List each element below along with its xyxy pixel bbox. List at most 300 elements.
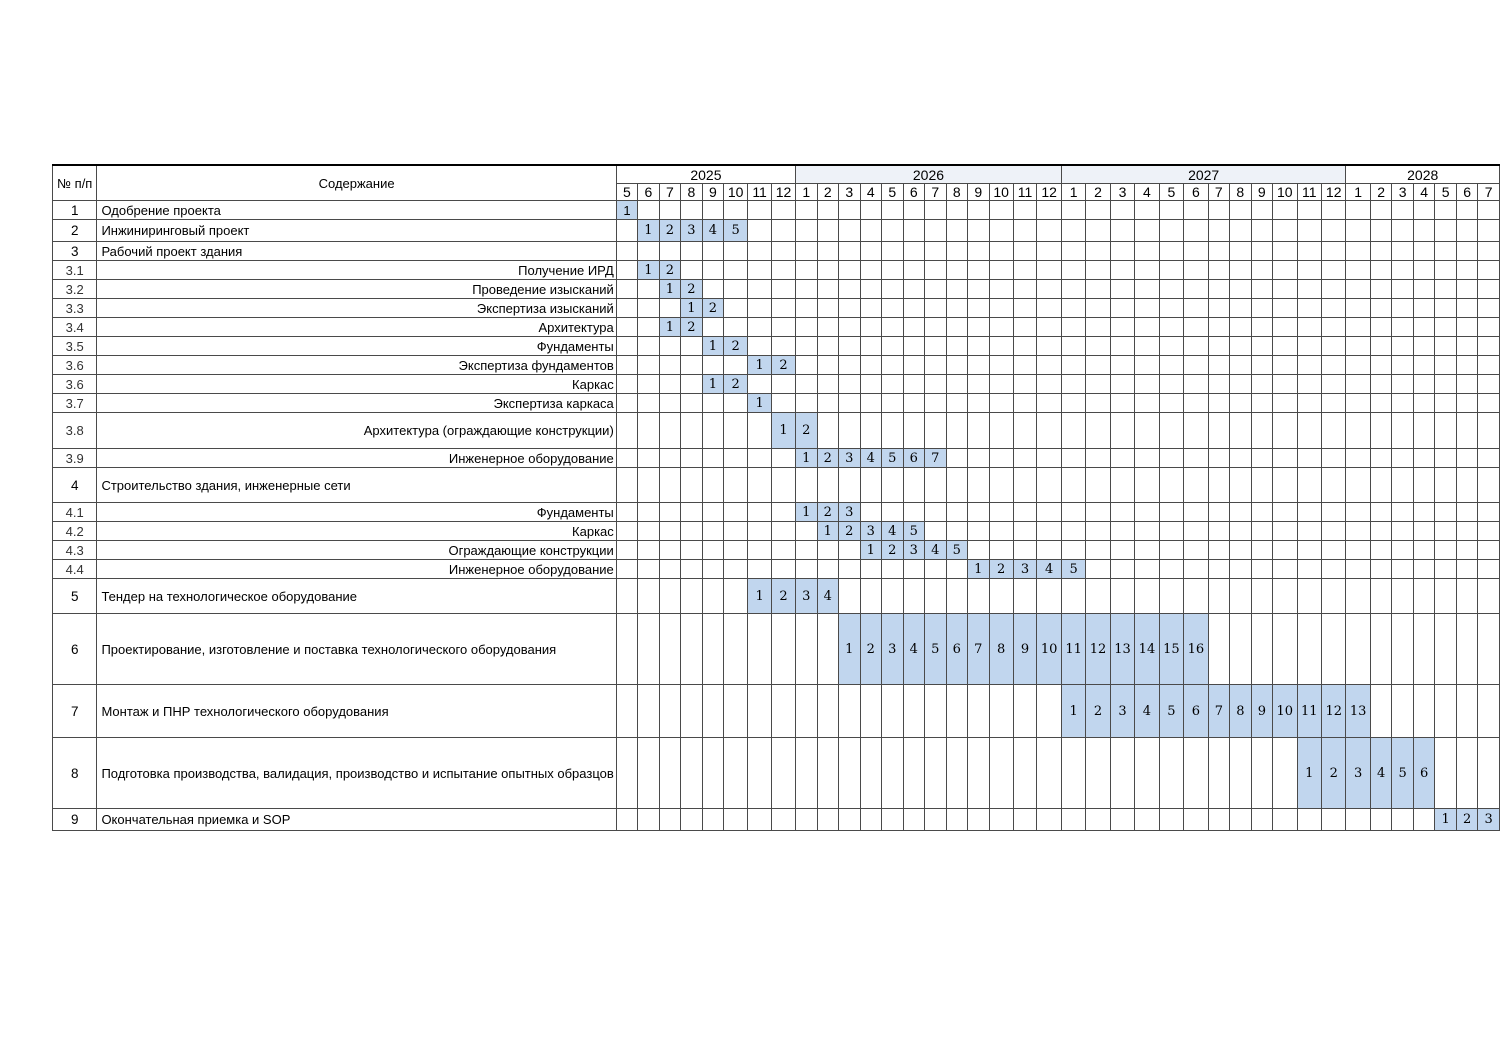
gantt-empty-cell xyxy=(1346,280,1370,299)
task-name: Проведение изысканий xyxy=(97,280,616,299)
gantt-empty-cell xyxy=(796,318,818,337)
gantt-empty-cell xyxy=(1297,579,1321,614)
gantt-empty-cell xyxy=(1370,261,1392,280)
gantt-empty-cell xyxy=(1478,449,1500,468)
task-name: Рабочий проект здания xyxy=(97,242,616,261)
gantt-empty-cell xyxy=(748,220,772,242)
gantt-empty-cell xyxy=(638,394,660,413)
gantt-empty-cell xyxy=(659,356,681,375)
gantt-empty-cell xyxy=(1037,685,1061,738)
gantt-empty-cell xyxy=(946,738,968,809)
gantt-empty-cell xyxy=(1297,394,1321,413)
gantt-empty-cell xyxy=(860,201,882,220)
gantt-bar-cell: 4 xyxy=(1135,685,1159,738)
gantt-empty-cell xyxy=(1478,579,1500,614)
gantt-empty-cell xyxy=(989,685,1013,738)
gantt-empty-cell xyxy=(946,579,968,614)
gantt-empty-cell xyxy=(925,738,947,809)
gantt-empty-cell xyxy=(1251,337,1273,356)
gantt-empty-cell xyxy=(1435,220,1457,242)
gantt-empty-cell xyxy=(1435,449,1457,468)
gantt-empty-cell xyxy=(1392,809,1414,831)
gantt-empty-cell xyxy=(1321,394,1345,413)
gantt-empty-cell xyxy=(1297,280,1321,299)
gantt-empty-cell xyxy=(817,614,839,685)
gantt-empty-cell xyxy=(968,449,990,468)
gantt-empty-cell xyxy=(1086,560,1110,579)
gantt-empty-cell xyxy=(702,201,724,220)
gantt-empty-cell xyxy=(903,261,925,280)
gantt-empty-cell xyxy=(946,685,968,738)
gantt-empty-cell xyxy=(1370,579,1392,614)
gantt-empty-cell xyxy=(1413,809,1435,831)
gantt-empty-cell xyxy=(771,503,795,522)
gantt-empty-cell xyxy=(1435,614,1457,685)
gantt-bar-cell: 2 xyxy=(724,375,748,394)
gantt-empty-cell xyxy=(659,560,681,579)
gantt-empty-cell xyxy=(1135,375,1159,394)
gantt-empty-cell xyxy=(1061,413,1085,449)
gantt-empty-cell xyxy=(1013,809,1037,831)
gantt-empty-cell xyxy=(1037,522,1061,541)
gantt-empty-cell xyxy=(860,375,882,394)
task-row xyxy=(53,738,1500,809)
month-header: 6 xyxy=(903,184,925,201)
gantt-empty-cell xyxy=(1392,541,1414,560)
gantt-empty-cell xyxy=(817,280,839,299)
gantt-bar-cell: 2 xyxy=(681,280,703,299)
gantt-empty-cell xyxy=(1184,541,1208,560)
gantt-empty-cell xyxy=(1456,394,1478,413)
gantt-empty-cell xyxy=(882,220,904,242)
gantt-empty-cell xyxy=(1321,579,1345,614)
gantt-empty-cell xyxy=(817,220,839,242)
gantt-empty-cell xyxy=(1321,280,1345,299)
task-number: 3.9 xyxy=(53,449,97,468)
gantt-empty-cell xyxy=(638,356,660,375)
gantt-bar-cell: 1 xyxy=(702,337,724,356)
gantt-empty-cell xyxy=(882,685,904,738)
gantt-empty-cell xyxy=(1392,337,1414,356)
month-header: 3 xyxy=(1392,184,1414,201)
gantt-empty-cell xyxy=(1208,738,1230,809)
gantt-empty-cell xyxy=(989,318,1013,337)
task-row xyxy=(53,809,1500,831)
gantt-bar-cell: 1 xyxy=(638,261,660,280)
gantt-empty-cell xyxy=(1086,413,1110,449)
month-header: 9 xyxy=(968,184,990,201)
gantt-empty-cell xyxy=(748,541,772,560)
gantt-empty-cell xyxy=(1321,299,1345,318)
gantt-empty-cell xyxy=(1208,560,1230,579)
gantt-empty-cell xyxy=(1135,356,1159,375)
gantt-empty-cell xyxy=(681,375,703,394)
gantt-bar-cell: 1 xyxy=(702,375,724,394)
gantt-empty-cell xyxy=(817,394,839,413)
gantt-empty-cell xyxy=(1110,220,1134,242)
gantt-empty-cell xyxy=(882,356,904,375)
gantt-empty-cell xyxy=(817,356,839,375)
gantt-empty-cell xyxy=(903,503,925,522)
gantt-empty-cell xyxy=(1413,201,1435,220)
gantt-empty-cell xyxy=(1086,299,1110,318)
gantt-empty-cell xyxy=(748,560,772,579)
gantt-empty-cell xyxy=(860,299,882,318)
gantt-empty-cell xyxy=(638,413,660,449)
gantt-empty-cell xyxy=(1370,394,1392,413)
gantt-empty-cell xyxy=(1184,318,1208,337)
gantt-bar-cell: 1 xyxy=(796,449,818,468)
gantt-empty-cell xyxy=(771,280,795,299)
gantt-empty-cell xyxy=(1478,522,1500,541)
gantt-empty-cell xyxy=(1086,201,1110,220)
gantt-bar-cell: 13 xyxy=(1346,685,1370,738)
gantt-empty-cell xyxy=(1110,242,1134,261)
gantt-empty-cell xyxy=(638,503,660,522)
gantt-empty-cell xyxy=(1435,503,1457,522)
gantt-empty-cell xyxy=(989,280,1013,299)
gantt-empty-cell xyxy=(1273,394,1297,413)
gantt-empty-cell xyxy=(1392,261,1414,280)
gantt-empty-cell xyxy=(1208,337,1230,356)
gantt-bar-cell: 1 xyxy=(748,394,772,413)
gantt-empty-cell xyxy=(1208,468,1230,503)
gantt-empty-cell xyxy=(659,375,681,394)
gantt-empty-cell xyxy=(1208,614,1230,685)
task-number: 3.1 xyxy=(53,261,97,280)
month-header: 4 xyxy=(1135,184,1159,201)
gantt-empty-cell xyxy=(1159,318,1183,337)
gantt-empty-cell xyxy=(1370,809,1392,831)
gantt-empty-cell xyxy=(681,541,703,560)
gantt-empty-cell xyxy=(925,375,947,394)
gantt-empty-cell xyxy=(1273,468,1297,503)
gantt-empty-cell xyxy=(1273,541,1297,560)
gantt-bar-cell: 2 xyxy=(796,413,818,449)
gantt-empty-cell xyxy=(1184,394,1208,413)
gantt-bar-cell: 5 xyxy=(925,614,947,685)
gantt-empty-cell xyxy=(748,522,772,541)
gantt-empty-cell xyxy=(1037,318,1061,337)
gantt-empty-cell xyxy=(1456,522,1478,541)
gantt-empty-cell xyxy=(903,201,925,220)
gantt-empty-cell xyxy=(1135,318,1159,337)
gantt-empty-cell xyxy=(1478,280,1500,299)
gantt-empty-cell xyxy=(1251,375,1273,394)
gantt-empty-cell xyxy=(1273,614,1297,685)
gantt-empty-cell xyxy=(616,541,637,560)
gantt-empty-cell xyxy=(1370,614,1392,685)
gantt-empty-cell xyxy=(771,394,795,413)
task-number: 3.6 xyxy=(53,356,97,375)
task-name: Тендер на технологическое оборудование xyxy=(97,579,616,614)
gantt-bar-cell: 6 xyxy=(1184,685,1208,738)
gantt-empty-cell xyxy=(1061,375,1085,394)
gantt-empty-cell xyxy=(839,579,861,614)
gantt-bar-cell: 3 xyxy=(1110,685,1134,738)
gantt-empty-cell xyxy=(681,503,703,522)
gantt-empty-cell xyxy=(903,337,925,356)
gantt-empty-cell xyxy=(1392,685,1414,738)
gantt-empty-cell xyxy=(796,242,818,261)
gantt-empty-cell xyxy=(1321,318,1345,337)
gantt-empty-cell xyxy=(1478,318,1500,337)
gantt-empty-cell xyxy=(1013,261,1037,280)
gantt-empty-cell xyxy=(1413,394,1435,413)
gantt-empty-cell xyxy=(882,201,904,220)
gantt-empty-cell xyxy=(1435,337,1457,356)
task-row xyxy=(53,614,1500,685)
gantt-empty-cell xyxy=(1110,449,1134,468)
gantt-empty-cell xyxy=(1061,738,1085,809)
gantt-empty-cell xyxy=(1251,503,1273,522)
gantt-empty-cell xyxy=(1013,468,1037,503)
gantt-empty-cell xyxy=(702,685,724,738)
gantt-empty-cell xyxy=(616,522,637,541)
gantt-empty-cell xyxy=(1346,201,1370,220)
gantt-empty-cell xyxy=(1435,201,1457,220)
gantt-empty-cell xyxy=(681,201,703,220)
gantt-empty-cell xyxy=(1273,242,1297,261)
gantt-empty-cell xyxy=(1013,299,1037,318)
gantt-empty-cell xyxy=(1392,413,1414,449)
gantt-empty-cell xyxy=(771,468,795,503)
gantt-empty-cell xyxy=(1135,201,1159,220)
gantt-empty-cell xyxy=(1208,280,1230,299)
task-row xyxy=(53,413,1500,449)
gantt-empty-cell xyxy=(1370,375,1392,394)
gantt-empty-cell xyxy=(724,449,748,468)
gantt-empty-cell xyxy=(860,468,882,503)
gantt-empty-cell xyxy=(968,356,990,375)
gantt-empty-cell xyxy=(616,614,637,685)
gantt-empty-cell xyxy=(616,318,637,337)
gantt-empty-cell xyxy=(1273,579,1297,614)
gantt-empty-cell xyxy=(1297,413,1321,449)
gantt-empty-cell xyxy=(1456,356,1478,375)
gantt-empty-cell xyxy=(925,503,947,522)
gantt-bar-cell: 4 xyxy=(925,541,947,560)
gantt-empty-cell xyxy=(659,579,681,614)
gantt-empty-cell xyxy=(1230,468,1252,503)
gantt-empty-cell xyxy=(1435,468,1457,503)
task-row xyxy=(53,503,1500,522)
gantt-empty-cell xyxy=(1086,337,1110,356)
gantt-empty-cell xyxy=(1086,280,1110,299)
gantt-empty-cell xyxy=(989,809,1013,831)
gantt-empty-cell xyxy=(1159,356,1183,375)
gantt-bar-cell: 3 xyxy=(1478,809,1500,831)
gantt-empty-cell xyxy=(1413,318,1435,337)
gantt-empty-cell xyxy=(1230,261,1252,280)
task-name: Инжиниринговый проект xyxy=(97,220,616,242)
gantt-empty-cell xyxy=(1208,413,1230,449)
gantt-empty-cell xyxy=(968,809,990,831)
gantt-empty-cell xyxy=(1230,449,1252,468)
gantt-empty-cell xyxy=(1110,560,1134,579)
gantt-empty-cell xyxy=(839,413,861,449)
gantt-empty-cell xyxy=(1297,449,1321,468)
gantt-empty-cell xyxy=(638,809,660,831)
gantt-empty-cell xyxy=(1297,468,1321,503)
gantt-empty-cell xyxy=(882,318,904,337)
gantt-empty-cell xyxy=(796,220,818,242)
gantt-empty-cell xyxy=(1346,503,1370,522)
gantt-empty-cell xyxy=(817,201,839,220)
gantt-empty-cell xyxy=(796,738,818,809)
gantt-empty-cell xyxy=(1159,522,1183,541)
gantt-empty-cell xyxy=(638,299,660,318)
gantt-empty-cell xyxy=(1208,541,1230,560)
gantt-empty-cell xyxy=(1159,413,1183,449)
gantt-empty-cell xyxy=(1456,685,1478,738)
gantt-empty-cell xyxy=(1110,201,1134,220)
gantt-empty-cell xyxy=(1478,560,1500,579)
gantt-empty-cell xyxy=(796,560,818,579)
gantt-bar-cell: 2 xyxy=(860,614,882,685)
gantt-empty-cell xyxy=(1346,318,1370,337)
gantt-empty-cell xyxy=(1013,413,1037,449)
task-number: 3.4 xyxy=(53,318,97,337)
month-header: 6 xyxy=(1184,184,1208,201)
gantt-empty-cell xyxy=(1273,261,1297,280)
gantt-empty-cell xyxy=(1273,449,1297,468)
gantt-empty-cell xyxy=(989,522,1013,541)
gantt-empty-cell xyxy=(1159,738,1183,809)
gantt-empty-cell xyxy=(1435,394,1457,413)
gantt-empty-cell xyxy=(839,220,861,242)
gantt-empty-cell xyxy=(1086,468,1110,503)
gantt-empty-cell xyxy=(839,242,861,261)
gantt-empty-cell xyxy=(839,375,861,394)
gantt-empty-cell xyxy=(1251,541,1273,560)
gantt-empty-cell xyxy=(1321,468,1345,503)
gantt-empty-cell xyxy=(1478,220,1500,242)
gantt-empty-cell xyxy=(1037,468,1061,503)
gantt-empty-cell xyxy=(925,560,947,579)
gantt-bar-cell: 2 xyxy=(771,356,795,375)
gantt-empty-cell xyxy=(748,614,772,685)
gantt-empty-cell xyxy=(659,201,681,220)
gantt-empty-cell xyxy=(839,280,861,299)
gantt-bar-cell: 3 xyxy=(860,522,882,541)
gantt-empty-cell xyxy=(1110,375,1134,394)
gantt-empty-cell xyxy=(638,449,660,468)
gantt-empty-cell xyxy=(1435,318,1457,337)
gantt-bar-cell: 7 xyxy=(925,449,947,468)
gantt-bar-cell: 1 xyxy=(681,299,703,318)
gantt-empty-cell xyxy=(860,280,882,299)
gantt-empty-cell xyxy=(817,261,839,280)
gantt-empty-cell xyxy=(968,375,990,394)
gantt-empty-cell xyxy=(702,560,724,579)
gantt-empty-cell xyxy=(702,242,724,261)
gantt-bar-cell: 6 xyxy=(903,449,925,468)
gantt-empty-cell xyxy=(616,738,637,809)
gantt-empty-cell xyxy=(1086,375,1110,394)
gantt-empty-cell xyxy=(1297,299,1321,318)
task-row xyxy=(53,242,1500,261)
month-header: 8 xyxy=(946,184,968,201)
gantt-empty-cell xyxy=(1456,560,1478,579)
gantt-empty-cell xyxy=(1392,560,1414,579)
gantt-empty-cell xyxy=(796,522,818,541)
gantt-empty-cell xyxy=(1184,261,1208,280)
gantt-empty-cell xyxy=(1135,261,1159,280)
gantt-empty-cell xyxy=(1061,449,1085,468)
gantt-empty-cell xyxy=(659,522,681,541)
gantt-empty-cell xyxy=(817,299,839,318)
gantt-empty-cell xyxy=(1110,579,1134,614)
task-row xyxy=(53,560,1500,579)
gantt-empty-cell xyxy=(968,522,990,541)
gantt-empty-cell xyxy=(1184,337,1208,356)
gantt-empty-cell xyxy=(1230,413,1252,449)
gantt-empty-cell xyxy=(882,280,904,299)
gantt-empty-cell xyxy=(616,560,637,579)
gantt-empty-cell xyxy=(925,280,947,299)
gantt-empty-cell xyxy=(989,541,1013,560)
gantt-empty-cell xyxy=(1321,503,1345,522)
gantt-empty-cell xyxy=(903,318,925,337)
task-number: 3.2 xyxy=(53,280,97,299)
gantt-empty-cell xyxy=(1159,503,1183,522)
gantt-empty-cell xyxy=(1478,541,1500,560)
gantt-empty-cell xyxy=(903,560,925,579)
gantt-bar-cell: 1 xyxy=(860,541,882,560)
gantt-empty-cell xyxy=(616,394,637,413)
gantt-bar-cell: 5 xyxy=(1392,738,1414,809)
gantt-empty-cell xyxy=(860,738,882,809)
gantt-empty-cell xyxy=(1370,449,1392,468)
task-row xyxy=(53,375,1500,394)
gantt-empty-cell xyxy=(817,337,839,356)
gantt-empty-cell xyxy=(989,337,1013,356)
gantt-empty-cell xyxy=(968,579,990,614)
month-header: 8 xyxy=(681,184,703,201)
gantt-bar-cell: 5 xyxy=(882,449,904,468)
gantt-empty-cell xyxy=(989,449,1013,468)
gantt-empty-cell xyxy=(702,468,724,503)
task-name: Строительство здания, инженерные сети xyxy=(97,468,616,503)
gantt-empty-cell xyxy=(1230,394,1252,413)
gantt-empty-cell xyxy=(903,242,925,261)
month-header: 12 xyxy=(1321,184,1345,201)
gantt-empty-cell xyxy=(1346,560,1370,579)
gantt-empty-cell xyxy=(1086,449,1110,468)
gantt-empty-cell xyxy=(616,242,637,261)
header-num: № п/п xyxy=(53,165,97,201)
task-name: Фундаменты xyxy=(97,337,616,356)
month-header: 11 xyxy=(1297,184,1321,201)
gantt-empty-cell xyxy=(989,738,1013,809)
task-number: 4.4 xyxy=(53,560,97,579)
gantt-empty-cell xyxy=(748,685,772,738)
gantt-empty-cell xyxy=(1135,337,1159,356)
gantt-empty-cell xyxy=(1037,201,1061,220)
gantt-empty-cell xyxy=(925,337,947,356)
gantt-empty-cell xyxy=(1184,356,1208,375)
gantt-bar-cell: 2 xyxy=(771,579,795,614)
gantt-empty-cell xyxy=(882,579,904,614)
gantt-empty-cell xyxy=(1251,449,1273,468)
gantt-empty-cell xyxy=(1435,242,1457,261)
gantt-empty-cell xyxy=(659,685,681,738)
gantt-empty-cell xyxy=(946,413,968,449)
gantt-empty-cell xyxy=(882,738,904,809)
gantt-empty-cell xyxy=(724,560,748,579)
gantt-empty-cell xyxy=(1273,201,1297,220)
